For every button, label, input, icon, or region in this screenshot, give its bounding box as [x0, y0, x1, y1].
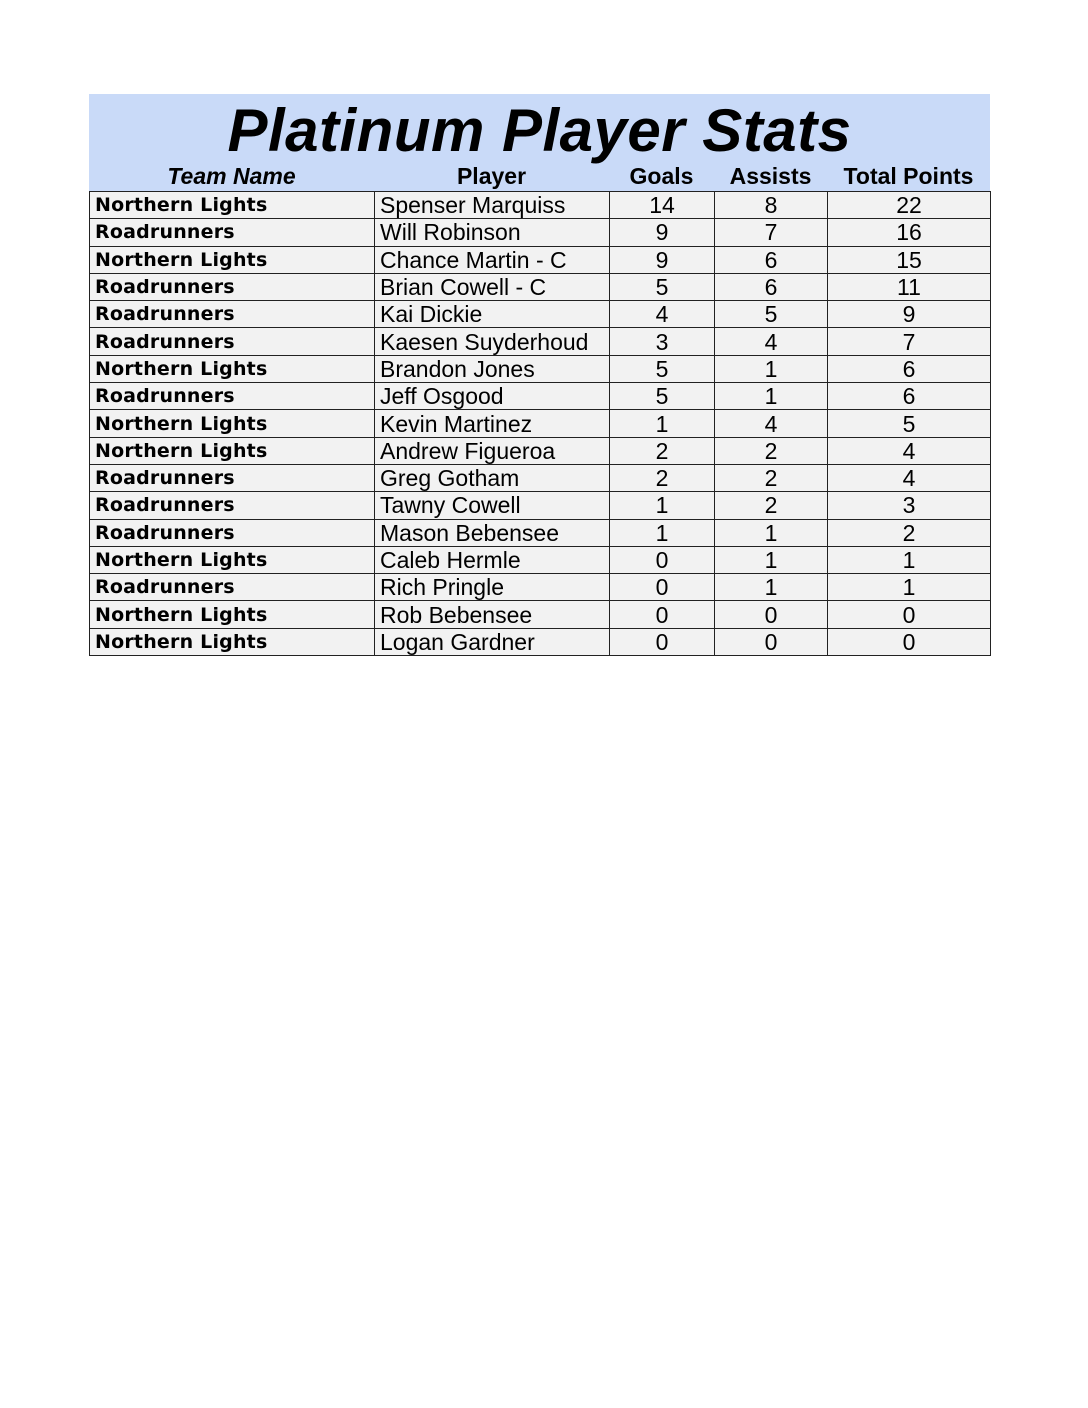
assists-cell: 1 — [715, 355, 828, 382]
total-points-cell: 6 — [828, 383, 991, 410]
player-name-cell: Greg Gotham — [375, 464, 610, 491]
total-points-cell: 9 — [828, 301, 991, 328]
player-name-cell: Kevin Martinez — [375, 410, 610, 437]
assists-cell: 1 — [715, 546, 828, 573]
total-points-cell: 3 — [828, 492, 991, 519]
table-row — [90, 628, 991, 655]
table-row — [90, 410, 991, 437]
team-name-cell: Roadrunners — [90, 574, 375, 601]
table-row — [90, 492, 991, 519]
goals-cell: 4 — [610, 301, 715, 328]
header-player: Player — [456, 163, 527, 189]
assists-cell: 6 — [715, 246, 828, 273]
player-name-cell: Brandon Jones — [375, 355, 610, 382]
team-name-cell: Roadrunners — [90, 464, 375, 491]
table-row — [90, 328, 991, 355]
table-row — [90, 192, 991, 219]
goals-cell: 0 — [610, 628, 715, 655]
player-name-cell: Chance Martin - C — [375, 246, 610, 273]
assists-cell: 0 — [715, 601, 828, 628]
total-points-cell: 4 — [828, 437, 991, 464]
header-goals: Goals — [629, 163, 694, 189]
player-name-cell: Andrew Figueroa — [375, 437, 610, 464]
total-points-cell: 11 — [828, 273, 991, 300]
total-points-cell: 0 — [828, 601, 991, 628]
goals-cell: 2 — [610, 464, 715, 491]
header-team-name: Team Name — [167, 163, 296, 189]
goals-cell: 2 — [610, 437, 715, 464]
table-row — [90, 219, 991, 246]
assists-cell: 2 — [715, 464, 828, 491]
header-band — [89, 94, 990, 191]
team-name-cell: Northern Lights — [90, 410, 375, 437]
total-points-cell: 0 — [828, 628, 991, 655]
assists-cell: 4 — [715, 410, 828, 437]
goals-cell: 5 — [610, 273, 715, 300]
goals-cell: 9 — [610, 246, 715, 273]
table-row — [90, 464, 991, 491]
goals-cell: 9 — [610, 219, 715, 246]
table-row — [90, 601, 991, 628]
total-points-cell: 6 — [828, 355, 991, 382]
stats-sheet — [89, 94, 990, 656]
team-name-cell: Roadrunners — [90, 328, 375, 355]
player-name-cell: Mason Bebensee — [375, 519, 610, 546]
team-name-cell: Roadrunners — [90, 273, 375, 300]
team-name-cell: Roadrunners — [90, 519, 375, 546]
player-name-cell: Logan Gardner — [375, 628, 610, 655]
assists-cell: 2 — [715, 492, 828, 519]
team-name-cell: Northern Lights — [90, 628, 375, 655]
table-row — [90, 273, 991, 300]
team-name-cell: Northern Lights — [90, 246, 375, 273]
stats-table — [89, 191, 991, 656]
player-name-cell: Brian Cowell - C — [375, 273, 610, 300]
player-name-cell: Caleb Hermle — [375, 546, 610, 573]
total-points-cell: 1 — [828, 546, 991, 573]
stats-table-body — [90, 192, 991, 656]
assists-cell: 1 — [715, 574, 828, 601]
total-points-cell: 22 — [828, 192, 991, 219]
team-name-cell: Roadrunners — [90, 301, 375, 328]
table-row — [90, 355, 991, 382]
assists-cell: 8 — [715, 192, 828, 219]
total-points-cell: 4 — [828, 464, 991, 491]
team-name-cell: Roadrunners — [90, 383, 375, 410]
table-row — [90, 383, 991, 410]
table-row — [90, 519, 991, 546]
player-name-cell: Rob Bebensee — [375, 601, 610, 628]
assists-cell: 1 — [715, 383, 828, 410]
assists-cell: 0 — [715, 628, 828, 655]
total-points-cell: 1 — [828, 574, 991, 601]
goals-cell: 0 — [610, 574, 715, 601]
team-name-cell: Northern Lights — [90, 192, 375, 219]
table-row — [90, 301, 991, 328]
total-points-cell: 15 — [828, 246, 991, 273]
goals-cell: 5 — [610, 383, 715, 410]
assists-cell: 5 — [715, 301, 828, 328]
player-name-cell: Tawny Cowell — [375, 492, 610, 519]
team-name-cell: Northern Lights — [90, 601, 375, 628]
assists-cell: 6 — [715, 273, 828, 300]
team-name-cell: Northern Lights — [90, 355, 375, 382]
assists-cell: 1 — [715, 519, 828, 546]
goals-cell: 1 — [610, 410, 715, 437]
header-total-points: Total Points — [843, 163, 974, 189]
player-name-cell: Will Robinson — [375, 219, 610, 246]
column-headers — [89, 162, 990, 190]
goals-cell: 5 — [610, 355, 715, 382]
goals-cell: 3 — [610, 328, 715, 355]
goals-cell: 1 — [610, 519, 715, 546]
table-row — [90, 246, 991, 273]
goals-cell: 0 — [610, 601, 715, 628]
table-row — [90, 437, 991, 464]
goals-cell: 0 — [610, 546, 715, 573]
total-points-cell: 7 — [828, 328, 991, 355]
player-name-cell: Kai Dickie — [375, 301, 610, 328]
page-title: Platinum Player Stats — [227, 97, 852, 164]
goals-cell: 1 — [610, 492, 715, 519]
goals-cell: 14 — [610, 192, 715, 219]
player-name-cell: Jeff Osgood — [375, 383, 610, 410]
assists-cell: 2 — [715, 437, 828, 464]
team-name-cell: Northern Lights — [90, 437, 375, 464]
total-points-cell: 5 — [828, 410, 991, 437]
player-name-cell: Rich Pringle — [375, 574, 610, 601]
player-name-cell: Kaesen Suyderhoud — [375, 328, 610, 355]
team-name-cell: Roadrunners — [90, 492, 375, 519]
team-name-cell: Roadrunners — [90, 219, 375, 246]
assists-cell: 4 — [715, 328, 828, 355]
table-row — [90, 574, 991, 601]
total-points-cell: 16 — [828, 219, 991, 246]
assists-cell: 7 — [715, 219, 828, 246]
team-name-cell: Northern Lights — [90, 546, 375, 573]
player-name-cell: Spenser Marquiss — [375, 192, 610, 219]
table-row — [90, 546, 991, 573]
total-points-cell: 2 — [828, 519, 991, 546]
header-assists: Assists — [729, 163, 812, 189]
